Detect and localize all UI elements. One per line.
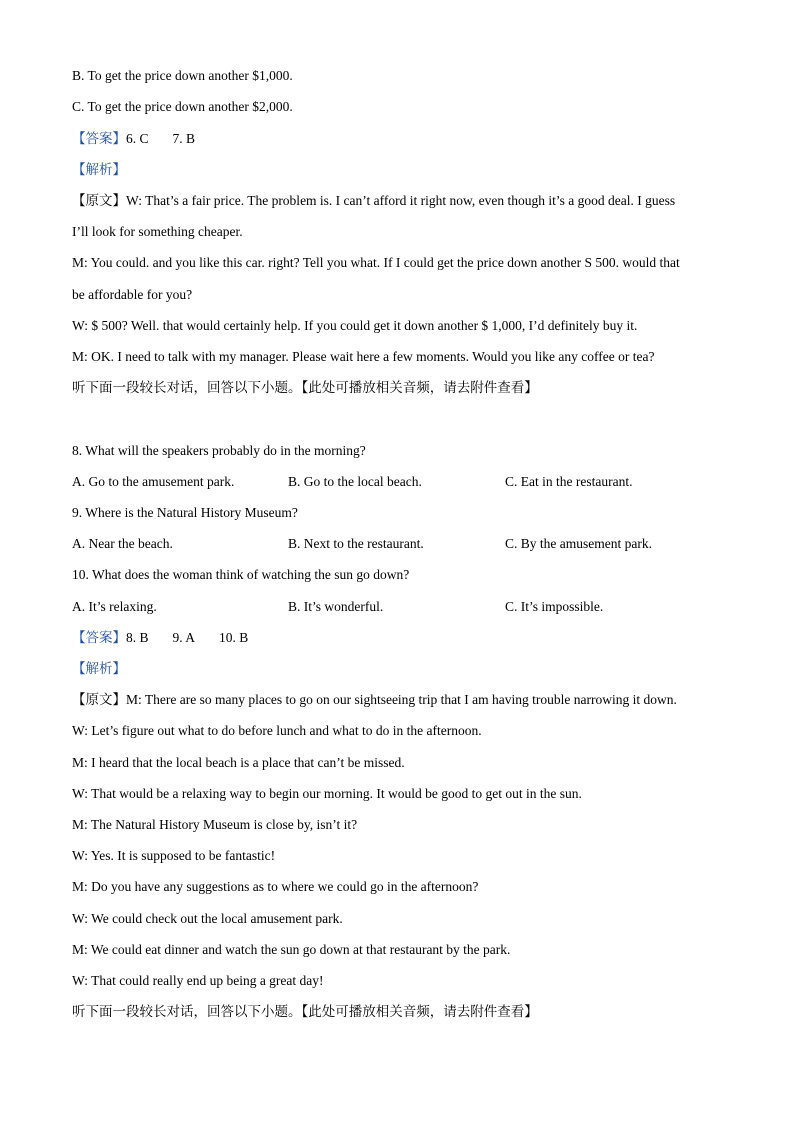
answer-line-1: [72, 130, 195, 148]
transcript-2-line-2: W: Let’s figure out what to do before lunch and what to do in the afternoon.: [72, 723, 482, 738]
question-10-stem: 10. What does the woman think of watching the sun go down?: [72, 567, 410, 582]
answer-line-2: [72, 629, 248, 647]
transcript-1-line-2: I’ll look for something cheaper.: [72, 224, 243, 239]
original-tag: 【原文】: [72, 193, 126, 209]
answer-9: 9. A: [172, 630, 196, 645]
option-b: B. Go to the local beach.: [288, 474, 422, 489]
analysis-tag-2: 【解析】: [72, 661, 126, 677]
question-10-options: [72, 598, 752, 616]
transcript-2-line-10: W: That could really end up being a great day!: [72, 973, 324, 988]
transcript-1-line-1: [72, 192, 675, 210]
transcript-2-line-8: W: We could check out the local amusement park.: [72, 911, 343, 926]
option-c: C. Eat in the restaurant.: [505, 474, 633, 489]
option-a: A. It’s relaxing.: [72, 599, 157, 614]
option-c-line: C. To get the price down another $2,000.: [72, 99, 293, 114]
transcript-1-line-5: W: $ 500? Well. that would certainly help. If you could get it down another $ 1,000, I’d definitely buy it.: [72, 318, 638, 333]
answer-tag: 【答案】: [72, 131, 126, 147]
transcript-2-line-6: W: Yes. It is supposed to be fantastic!: [72, 848, 276, 863]
option-c: C. By the amusement park.: [505, 536, 652, 551]
transcript-2-line-5: M: The Natural History Museum is close by, isn’t it?: [72, 817, 358, 832]
transcript-2-line-4: W: That would be a relaxing way to begin our morning. It would be good to get out in the sun.: [72, 786, 582, 801]
transcript-1-line-4: be affordable for you?: [72, 287, 193, 302]
analysis-tag-1: 【解析】: [72, 162, 126, 178]
option-b-line: B. To get the price down another $1,000.: [72, 68, 293, 83]
transcript-2-line-3: M: I heard that the local beach is a place that can’t be missed.: [72, 755, 405, 770]
transcript-text: W: That’s a fair price. The problem is. I can’t afford it right now, even though it’s a good deal. I guess: [126, 193, 676, 208]
transcript-1-line-6: M: OK. I need to talk with my manager. Please wait here a few moments. Would you like any coffee or tea?: [72, 349, 655, 364]
option-a: A. Near the beach.: [72, 536, 173, 551]
option-a: A. Go to the amusement park.: [72, 474, 235, 489]
transcript-text: M: There are so many places to go on our sightseeing trip that I am having trouble narrowing it down.: [126, 692, 677, 707]
instruction-2: 听下面一段较长对话，回答以下小题。【此处可播放相关音频，请去附件查看】: [72, 1004, 538, 1020]
option-b: B. It’s wonderful.: [288, 599, 384, 614]
question-8-options: [72, 473, 752, 491]
original-tag: 【原文】: [72, 692, 126, 708]
transcript-2-line-1: [72, 691, 677, 709]
answer-6: 6. C: [126, 131, 149, 146]
transcript-2-line-9: M: We could eat dinner and watch the sun go down at that restaurant by the park.: [72, 942, 511, 957]
answer-10: 10. B: [219, 630, 249, 645]
answer-8: 8. B: [126, 630, 149, 645]
option-c: C. It’s impossible.: [505, 599, 604, 614]
question-8-stem: 8. What will the speakers probably do in the morning?: [72, 443, 366, 458]
transcript-1-line-3: M: You could. and you like this car. right? Tell you what. If I could get the price down another S 500. would that: [72, 255, 680, 270]
transcript-2-line-7: M: Do you have any suggestions as to where we could go in the afternoon?: [72, 879, 479, 894]
instruction-1: 听下面一段较长对话，回答以下小题。【此处可播放相关音频，请去附件查看】: [72, 380, 538, 396]
question-9-stem: 9. Where is the Natural History Museum?: [72, 505, 298, 520]
answer-tag: 【答案】: [72, 630, 126, 646]
question-9-options: [72, 535, 752, 553]
option-b: B. Next to the restaurant.: [288, 536, 424, 551]
answer-7: 7. B: [172, 131, 196, 146]
